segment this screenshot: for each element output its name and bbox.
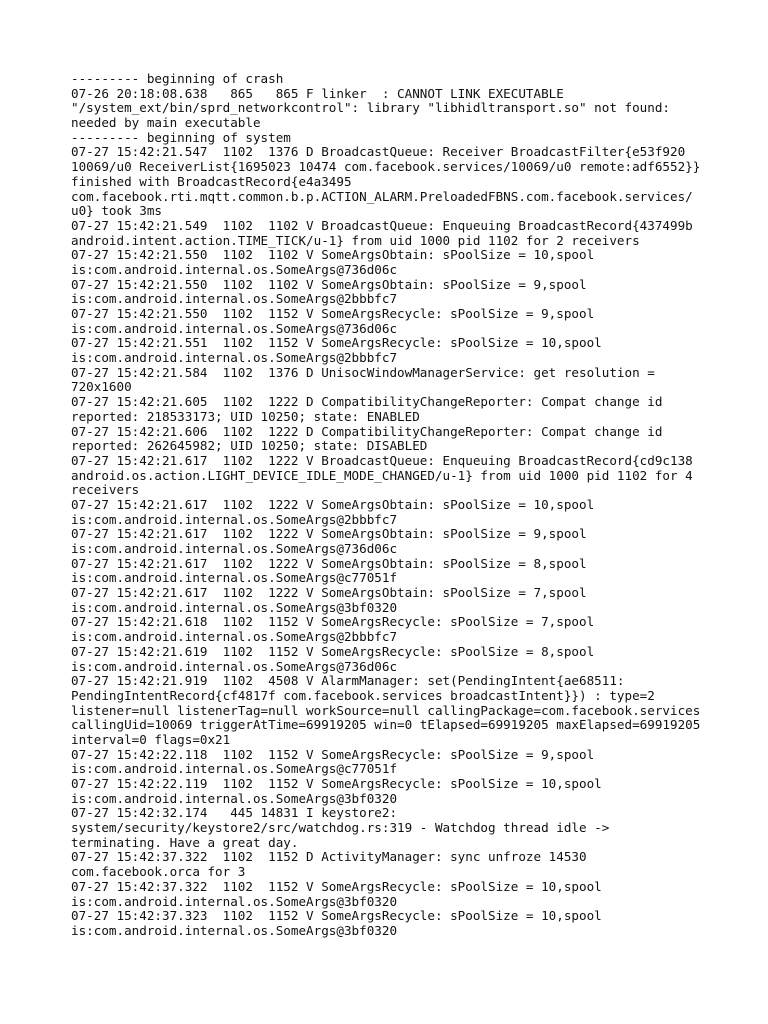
log-line: interval=0 flags=0x21 xyxy=(71,731,231,747)
log-line: 07-27 15:42:32.174 445 14831 I keystore2: xyxy=(71,805,398,821)
log-line: 07-27 15:42:21.919 1102 4508 V AlarmManager: set(PendingIntent{ae68511: xyxy=(71,673,625,689)
log-line: 07-27 15:42:21.551 1102 1152 V SomeArgsRecycle: sPoolSize = 10,spool xyxy=(71,335,602,351)
log-line: android.intent.action.TIME_TICK/u-1} from uid 1000 pid 1102 for 2 receivers xyxy=(71,232,640,248)
log-line: 07-27 15:42:21.619 1102 1152 V SomeArgsRecycle: sPoolSize = 8,spool xyxy=(71,643,595,659)
log-line: 07-27 15:42:22.118 1102 1152 V SomeArgsRecycle: sPoolSize = 9,spool xyxy=(71,746,595,762)
log-line: is:com.android.internal.os.SomeArgs@3bf0320 xyxy=(71,790,398,806)
log-line: needed by main executable xyxy=(71,115,261,131)
log-line: is:com.android.internal.os.SomeArgs@c77051f xyxy=(71,570,398,586)
log-line: callingUid=10069 triggerAtTime=69919205 win=0 tElapsed=69919205 maxElapsed=69919205 xyxy=(71,717,701,733)
log-line: is:com.android.internal.os.SomeArgs@736d06c xyxy=(71,658,398,674)
log-line: 07-27 15:42:21.617 1102 1222 V SomeArgsObtain: sPoolSize = 8,spool xyxy=(71,555,587,571)
log-line: 07-27 15:42:21.550 1102 1102 V SomeArgsObtain: sPoolSize = 10,spool xyxy=(71,247,595,263)
log-line: 07-27 15:42:21.617 1102 1222 V BroadcastQueue: Enqueuing BroadcastRecord{cd9c138 xyxy=(71,452,693,468)
log-line: 07-27 15:42:21.617 1102 1222 V SomeArgsObtain: sPoolSize = 9,spool xyxy=(71,526,587,542)
log-line: 07-27 15:42:21.550 1102 1152 V SomeArgsRecycle: sPoolSize = 9,spool xyxy=(71,306,595,321)
log-line: --------- beginning of crash xyxy=(71,71,284,86)
log-line: is:com.android.internal.os.SomeArgs@2bbbfc7 xyxy=(71,511,398,527)
log-line: 10069/u0 ReceiverList{1695023 10474 com.facebook.services/10069/u0 remote:adf6552}} xyxy=(71,159,701,175)
log-line: PendingIntentRecord{cf4817f com.facebook.services broadcastIntent}}) : type=2 xyxy=(71,687,655,703)
log-line: 07-27 15:42:21.617 1102 1222 V SomeArgsObtain: sPoolSize = 10,spool xyxy=(71,496,595,512)
log-line: 07-27 15:42:37.322 1102 1152 V SomeArgsRecycle: sPoolSize = 10,spool xyxy=(71,878,602,894)
log-line: is:com.android.internal.os.SomeArgs@3bf0320 xyxy=(71,922,398,938)
log-line: is:com.android.internal.os.SomeArgs@2bbbfc7 xyxy=(71,350,398,366)
log-line: 07-27 15:42:21.549 1102 1102 V BroadcastQueue: Enqueuing BroadcastRecord{437499b xyxy=(71,217,693,233)
log-line: finished with BroadcastRecord{e4a3495 xyxy=(71,173,352,189)
log-line: u0} took 3ms xyxy=(71,203,162,219)
log-line: is:com.android.internal.os.SomeArgs@736d06c xyxy=(71,320,398,336)
log-line: is:com.android.internal.os.SomeArgs@2bbbfc7 xyxy=(71,291,398,307)
log-line: 07-27 15:42:21.618 1102 1152 V SomeArgsRecycle: sPoolSize = 7,spool xyxy=(71,614,595,630)
log-line: listener=null listenerTag=null workSource=null callingPackage=com.facebook.services xyxy=(71,702,701,718)
log-line: is:com.android.internal.os.SomeArgs@736d06c xyxy=(71,261,398,277)
log-line: 07-27 15:42:37.322 1102 1152 D ActivityManager: sync unfroze 14530 xyxy=(71,849,587,865)
log-line: 07-27 15:42:37.323 1102 1152 V SomeArgsRecycle: sPoolSize = 10,spool xyxy=(71,908,602,924)
log-line: 720x1600 xyxy=(71,379,132,395)
log-line: is:com.android.internal.os.SomeArgs@3bf0320 xyxy=(71,599,398,615)
log-line: "/system_ext/bin/sprd_networkcontrol": library "libhidltransport.so" not found: xyxy=(71,100,670,116)
log-line: com.facebook.rti.mqtt.common.b.p.ACTION_ALARM.PreloadedFBNS.com.facebook.services/ xyxy=(71,188,693,204)
log-line: 07-27 15:42:21.547 1102 1376 D BroadcastQueue: Receiver BroadcastFilter{e53f920 xyxy=(71,144,686,160)
log-line: is:com.android.internal.os.SomeArgs@c77051f xyxy=(71,761,398,777)
log-line: is:com.android.internal.os.SomeArgs@3bf0320 xyxy=(71,893,398,909)
log-page xyxy=(71,72,711,939)
log-line: receivers xyxy=(71,482,140,498)
log-line: 07-27 15:42:21.606 1102 1222 D CompatibilityChangeReporter: Compat change id xyxy=(71,423,663,439)
log-line: 07-27 15:42:21.617 1102 1222 V SomeArgsObtain: sPoolSize = 7,spool xyxy=(71,585,587,601)
log-line: com.facebook.orca for 3 xyxy=(71,864,246,880)
log-line: system/security/keystore2/src/watchdog.rs:319 - Watchdog thread idle -> xyxy=(71,820,610,836)
log-line: is:com.android.internal.os.SomeArgs@736d06c xyxy=(71,541,398,556)
log-line: terminating. Have a great day. xyxy=(71,834,299,850)
log-line: --------- beginning of system xyxy=(71,129,291,145)
log-line: 07-27 15:42:21.605 1102 1222 D CompatibilityChangeReporter: Compat change id xyxy=(71,394,663,410)
log-line: 07-27 15:42:21.584 1102 1376 D UnisocWindowManagerService: get resolution = xyxy=(71,364,655,380)
log-line: android.os.action.LIGHT_DEVICE_IDLE_MODE_CHANGED/u-1} from uid 1000 pid 1102 for 4 xyxy=(71,467,693,483)
log-line: 07-27 15:42:22.119 1102 1152 V SomeArgsRecycle: sPoolSize = 10,spool xyxy=(71,776,602,791)
log-line: reported: 218533173; UID 10250; state: ENABLED xyxy=(71,408,420,424)
log-line: reported: 262645982; UID 10250; state: DISABLED xyxy=(71,438,428,454)
log-line: 07-27 15:42:21.550 1102 1102 V SomeArgsObtain: sPoolSize = 9,spool xyxy=(71,276,587,292)
log-line: is:com.android.internal.os.SomeArgs@2bbbfc7 xyxy=(71,629,398,645)
log-line: 07-26 20:18:08.638 865 865 F linker : CANNOT LINK EXECUTABLE xyxy=(71,85,564,101)
